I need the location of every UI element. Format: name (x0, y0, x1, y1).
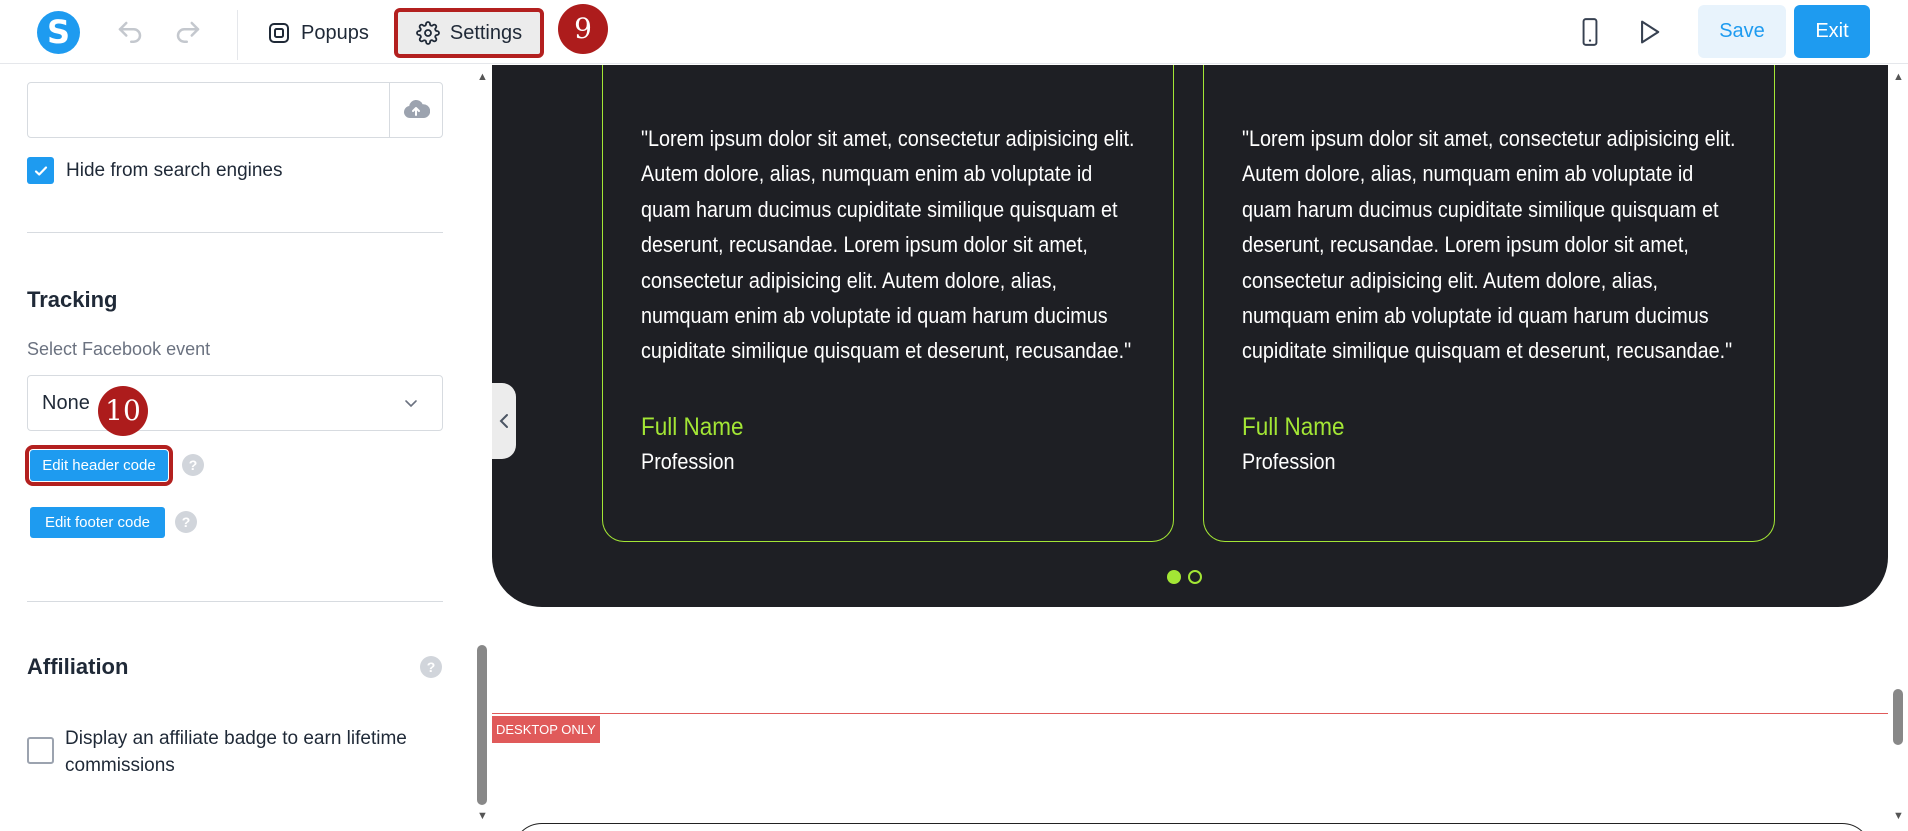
desktop-only-label: DESKTOP ONLY (492, 716, 600, 743)
app-logo[interactable]: S (37, 11, 80, 54)
affiliate-badge-row[interactable] (27, 737, 54, 764)
settings-button[interactable] (394, 8, 544, 58)
cloud-upload-icon (402, 98, 430, 122)
divider (27, 232, 443, 233)
scroll-up-arrow[interactable]: ▲ (477, 71, 488, 83)
testimonial-profession: Profession (1242, 449, 1336, 474)
scroll-down-arrow[interactable]: ▼ (477, 810, 488, 822)
testimonial-card[interactable] (602, 65, 1174, 542)
settings-panel (0, 65, 465, 831)
popups-button[interactable] (253, 8, 383, 58)
redo-icon[interactable] (173, 18, 203, 48)
chevron-down-icon (402, 394, 420, 412)
testimonials-section[interactable] (492, 65, 1888, 607)
play-icon[interactable] (1635, 17, 1663, 47)
edit-footer-code-button[interactable]: Edit footer code (30, 507, 165, 538)
gear-icon (416, 21, 440, 45)
popups-label: Popups (301, 21, 369, 44)
undo-icon[interactable] (115, 18, 145, 48)
image-upload-field[interactable] (27, 82, 443, 138)
upload-button[interactable] (389, 83, 442, 137)
help-icon[interactable]: ? (420, 656, 442, 678)
affiliate-badge-checkbox[interactable] (27, 737, 54, 764)
settings-label: Settings (449, 21, 523, 44)
scrollbar-thumb[interactable] (1893, 689, 1903, 745)
help-icon[interactable]: ? (182, 454, 204, 476)
scrollbar-thumb[interactable] (477, 645, 487, 805)
panel-scrollbar[interactable] (472, 65, 492, 831)
edit-header-code-button[interactable]: Edit header code (30, 450, 168, 481)
collapse-panel-tab[interactable] (492, 383, 516, 459)
save-button[interactable]: Save (1698, 5, 1786, 58)
affiliate-badge-label: Display an affiliate badge to earn lifetime commissions (65, 728, 407, 776)
section-boundary-line (492, 713, 1888, 714)
hide-search-checkbox[interactable] (27, 157, 54, 184)
testimonial-quote: "Lorem ipsum dolor sit amet, consectetur adipisicing elit. Autem dolore, alias, numquam enim ab voluptate id quam harum ducimus cupiditate similique quisquam et deserunt, recusandae. Lorem ipsum dolor sit amet, consectetur adipisicing elit. Autem dolore, alias, numquam enim ab voluptate id quam harum ducimus cupiditate similique quisquam et deserunt, recusandae." (1242, 126, 1736, 364)
annotation-badge-9: 9 (558, 4, 608, 54)
chevron-left-icon (498, 411, 510, 431)
check-icon (33, 163, 49, 179)
hide-search-label: Hide from search engines (66, 159, 283, 181)
next-section-outline[interactable] (512, 823, 1872, 831)
slider-dot-active[interactable] (1167, 570, 1181, 584)
testimonial-name: Full Name (641, 413, 744, 441)
facebook-event-label: Select Facebook event (27, 339, 211, 359)
tracking-title: Tracking (27, 287, 118, 312)
top-toolbar (0, 0, 1908, 64)
testimonial-name: Full Name (1242, 413, 1345, 441)
testimonial-card[interactable] (1203, 65, 1775, 542)
annotation-badge-10: 10 (98, 386, 148, 436)
scroll-up-arrow[interactable]: ▲ (1893, 71, 1904, 83)
toolbar-divider (237, 10, 238, 60)
slider-dot[interactable] (1188, 570, 1202, 584)
page-canvas (492, 65, 1888, 831)
facebook-event-select[interactable] (27, 375, 443, 431)
hide-search-row[interactable] (27, 157, 283, 184)
popups-icon (267, 21, 291, 45)
affiliation-title: Affiliation (27, 654, 129, 679)
exit-button[interactable]: Exit (1794, 5, 1870, 58)
facebook-event-value: None (42, 392, 90, 414)
testimonial-quote: "Lorem ipsum dolor sit amet, consectetur adipisicing elit. Autem dolore, alias, numquam enim ab voluptate id quam harum ducimus cupiditate similique quisquam et deserunt, recusandae. Lorem ipsum dolor sit amet, consectetur adipisicing elit. Autem dolore, alias, numquam enim ab voluptate id quam harum ducimus cupiditate similique quisquam et deserunt, recusandae." (641, 126, 1135, 364)
divider (27, 601, 443, 602)
testimonial-profession: Profession (641, 449, 735, 474)
scroll-down-arrow[interactable]: ▼ (1893, 810, 1904, 822)
canvas-scrollbar[interactable] (1888, 65, 1908, 831)
mobile-icon[interactable] (1577, 17, 1603, 47)
help-icon[interactable]: ? (175, 511, 197, 533)
